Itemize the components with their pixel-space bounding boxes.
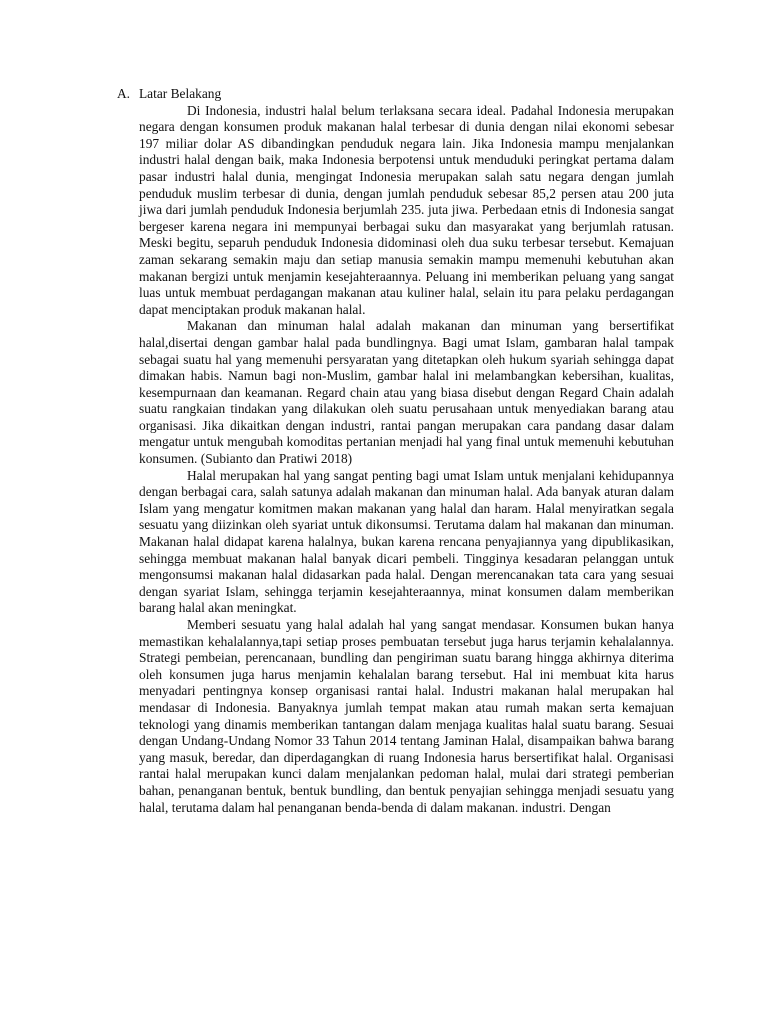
section-letter: A. (117, 86, 131, 101)
paragraph-3: Halal merupakan hal yang sangat penting bagi umat Islam untuk menjalani kehidupannya dengan berbagai cara, salah satunya adalah makanan dan minuman halal. Ada banyak aturan dalam Islam yang mengatur komitmen makan makanan yang halal dan haram. Halal menyiratkan segala sesuatu yang diizinkan oleh syariat untuk dikonsumsi. Terutama dalam hal makanan dan minuman. Makanan halal didapat karena halalnya, bukan karena rencana penyajiannya yang dipublikasikan, sehingga membuat makanan halal banyak dicari pembeli. Tingginya kesadaran pelanggan untuk mengonsumsi makanan halal didasarkan pada halal. Dengan merencanakan tata cara yang sesuai dengan syariat Islam, sehingga terjamin kesejahteraannya, minat konsumen dalam memberikan barang halal akan meningkat. (139, 467, 674, 616)
section-heading (117, 86, 674, 103)
paragraph-4: Memberi sesuatu yang halal adalah hal yang sangat mendasar. Konsumen bukan hanya memastikan kehalalannya,tapi setiap proses pembuatan tersebut juga harus terjamin kehalalannya. Strategi pembeian, perencanaan, bundling dan pengiriman suatu barang hingga akhirnya diterima oleh konsumen juga harus menjamin kehalalan barang tersebut. Hal ini membuat kita harus menyadari pentingnya konsep organisasi rantai halal. Industri makanan halal merupakan hal mendasar di Indonesia. Banyaknya jumlah tempat makan atau rumah makan serta kemajuan teknologi yang dinamis memberikan tantangan dalam menjaga kualitas halal suatu barang. Sesuai dengan Undang-Undang Nomor 33 Tahun 2014 tentang Jaminan Halal, disampaikan bahwa barang yang masuk, beredar, dan diperdagangkan di ruang Indonesia harus bersertifikat halal. Organisasi rantai halal merupakan kunci dalam menjalankan pedoman halal, mulai dari strategi pemberian bahan, penanganan bentuk, bentuk bundling, dan bentuk penyajian sehingga menjadi sesuatu yang halal, terutama dalam hal penanganan benda-benda di dalam makanan. industri. Dengan (139, 617, 674, 815)
section-title: Latar Belakang (139, 86, 222, 101)
document-body (117, 86, 674, 816)
paragraph-1: Di Indonesia, industri halal belum terlaksana secara ideal. Padahal Indonesia merupakan negara dengan konsumen produk makanan halal terbesar di dunia dengan nilai ekonomi sebesar 197 miliar dolar AS dibandingkan penduduk negara lain. Jika Indonesia mampu menjalankan industri halal dengan baik, maka Indonesia berpotensi untuk menduduki peringkat pertama dalam pasar industri halal dunia, mengingat Indonesia merupakan salah satu negara dengan jumlah penduduk muslim terbesar di dunia, dengan jumlah penduduk sebesar 85,2 persen atau 200 juta jiwa dari jumlah penduduk Indonesia berjumlah 235. juta jiwa. Perbedaan etnis di Indonesia sangat bergeser karena negara ini mempunyai berbagai suku dan masyarakat yang berjumlah ratusan. Meski begitu, separuh penduduk Indonesia didominasi oleh dua suku terbesar tersebut. Kemajuan zaman sekarang semakin maju dan setiap manusia semakin mampu memenuhi kebutuhan akan makanan bergizi untuk menjamin kesejahteraannya. Peluang ini memberikan peluang yang sangat luas untuk membuat perdagangan makanan atau kuliner halal, selain itu para pelaku perdagangan dapat menciptakan produk makanan halal. (139, 102, 674, 317)
paragraph-2: Makanan dan minuman halal adalah makanan dan minuman yang bersertifikat halal,disertai dengan gambar halal pada bundlingnya. Bagi umat Islam, gambaran halal tampak sebagai suatu hal yang memenuhi persyaratan yang ditetapkan oleh hukum syariah sehingga dapat dimakan habis. Namun bagi non-Muslim, gambar halal ini melambangkan kebersihan, kualitas, kesempurnaan dan keamanan. Regard chain atau yang biasa disebut dengan Regard Chain adalah suatu rangkaian tindakan yang dilakukan oleh suatu perusahaan untuk menyediakan barang atau organisasi. Jika dikaitkan dengan industri, rantai pangan merupakan cara pandang dasar dalam mengatur untuk mengubah komoditas pertanian menjadi hal yang final untuk memenuhi kebutuhan konsumen. (Subianto dan Pratiwi 2018) (139, 318, 674, 467)
